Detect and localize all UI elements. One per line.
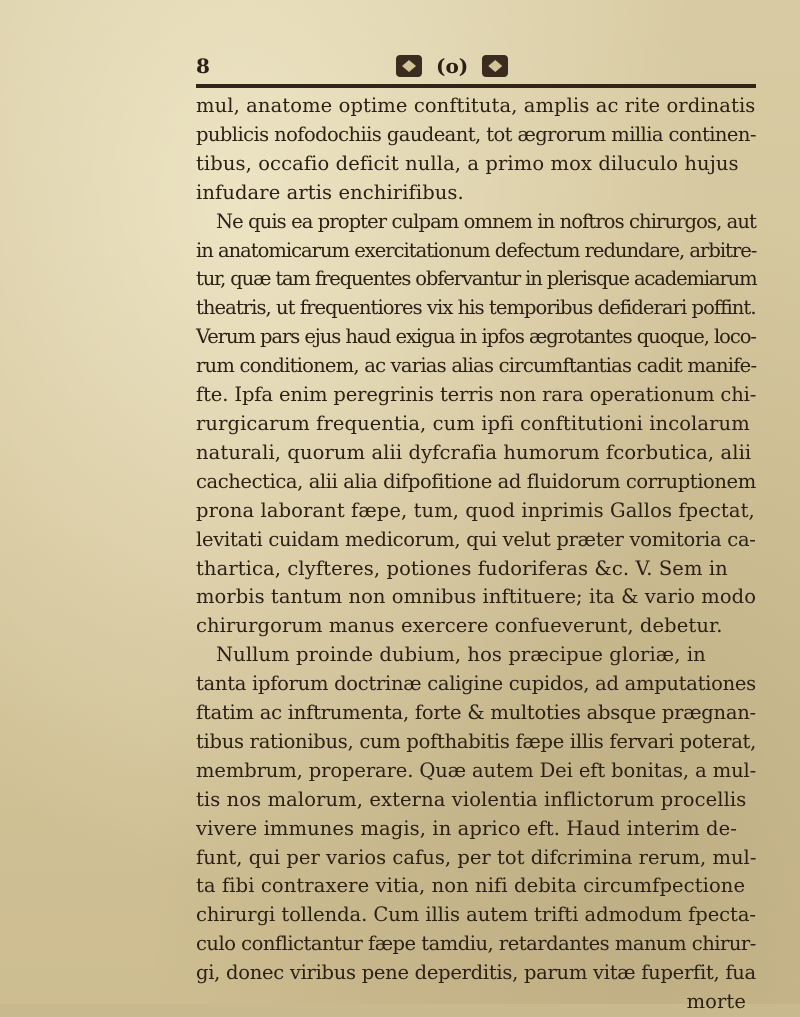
text-line: tanta ipforum doctrinæ caligine cupidos, ad amputationes bbox=[196, 672, 756, 696]
text-line: funt, qui per varios cafus, per tot difcrimina rerum, mul- bbox=[196, 845, 757, 869]
text-line: prona laborant fæpe, tum, quod inprimis Gallos fpectat, bbox=[196, 498, 755, 522]
text-line: naturali, quorum alii dyfcrafia humorum fcorbutica, alii bbox=[196, 440, 752, 464]
text-line: rum conditionem, ac varias alias circumftantias cadit manife- bbox=[196, 354, 757, 378]
text-line: gi, donec viribus pene deperditis, parum vitæ fuperfit, fua bbox=[196, 961, 756, 985]
text-line: membrum, properare. Quæ autem Dei eft bonitas, a mul- bbox=[196, 758, 757, 782]
header-center-mark: (o) bbox=[436, 54, 469, 78]
fleuron-left-icon bbox=[396, 55, 422, 77]
text-line: rurgicarum frequentia, cum ipfi conftitutioni incolarum bbox=[196, 411, 750, 435]
text-line: fte. Ipfa enim peregrinis terris non rara operationum chi- bbox=[196, 383, 757, 407]
text-line: publicis nofodochiis gaudeant, tot ægrorum millia continen- bbox=[196, 122, 756, 146]
page-number: 8 bbox=[196, 54, 210, 78]
text-line: tis nos malorum, externa violentia inflictorum procellis bbox=[196, 787, 747, 811]
text-line: chirurgi tollenda. Cum illis autem trifti admodum fpecta- bbox=[196, 903, 756, 927]
text-line: cachectica, alii alia difpofitione ad fluidorum corruptionem bbox=[196, 469, 756, 493]
text-line: ta fibi contraxere vitia, non nifi debita circumfpectione bbox=[196, 874, 746, 898]
text-line: tur, quæ tam frequentes obfervantur in plerisque academiarum bbox=[196, 267, 757, 291]
fleuron-right-icon bbox=[482, 55, 508, 77]
text-line: culo conflictantur fæpe tamdiu, retardantes manum chirur- bbox=[196, 932, 756, 956]
text-line: vivere immunes magis, in aprico eft. Haud interim de- bbox=[196, 816, 737, 840]
text-line: chirurgorum manus exercere confueverunt, debetur. bbox=[196, 614, 723, 638]
header-rule bbox=[196, 84, 756, 88]
text-line: Verum pars ejus haud exigua in ipfos ægrotantes quoque, loco- bbox=[196, 325, 756, 349]
text-line: infudare artis enchirifibus. bbox=[196, 180, 464, 204]
text-line: Ne quis ea propter culpam omnem in noftros chirurgos, aut bbox=[216, 209, 756, 233]
text-line: in anatomicarum exercitationum defectum redundare, arbitre- bbox=[196, 238, 757, 262]
text-line: tibus rationibus, cum pofthabitis fæpe illis fervari poterat, bbox=[196, 729, 757, 753]
text-line: thartica, clyfteres, potiones fudoriferas &c. V. Sem in bbox=[196, 556, 728, 580]
text-line: Nullum proinde dubium, hos præcipue gloriæ, in bbox=[216, 643, 706, 667]
catchword: morte bbox=[686, 990, 746, 1014]
text-line: ftatim ac inftrumenta, forte & multoties absque prægnan- bbox=[196, 701, 756, 725]
running-header bbox=[196, 52, 756, 82]
text-line: tibus, occafio deficit nulla, a primo mox diluculo hujus bbox=[196, 151, 739, 175]
text-line: mul, anatome optime conftituta, amplis ac rite ordinatis bbox=[196, 94, 756, 117]
text-line: theatris, ut frequentiores vix his temporibus defiderari poffint. bbox=[196, 296, 756, 320]
text-line: morbis tantum non omnibus inftituere; ita & vario modo bbox=[196, 585, 757, 609]
body-text bbox=[196, 92, 756, 1017]
text-line: levitati cuidam medicorum, qui velut præter vomitoria ca- bbox=[196, 527, 756, 551]
header-ornaments bbox=[396, 52, 508, 80]
